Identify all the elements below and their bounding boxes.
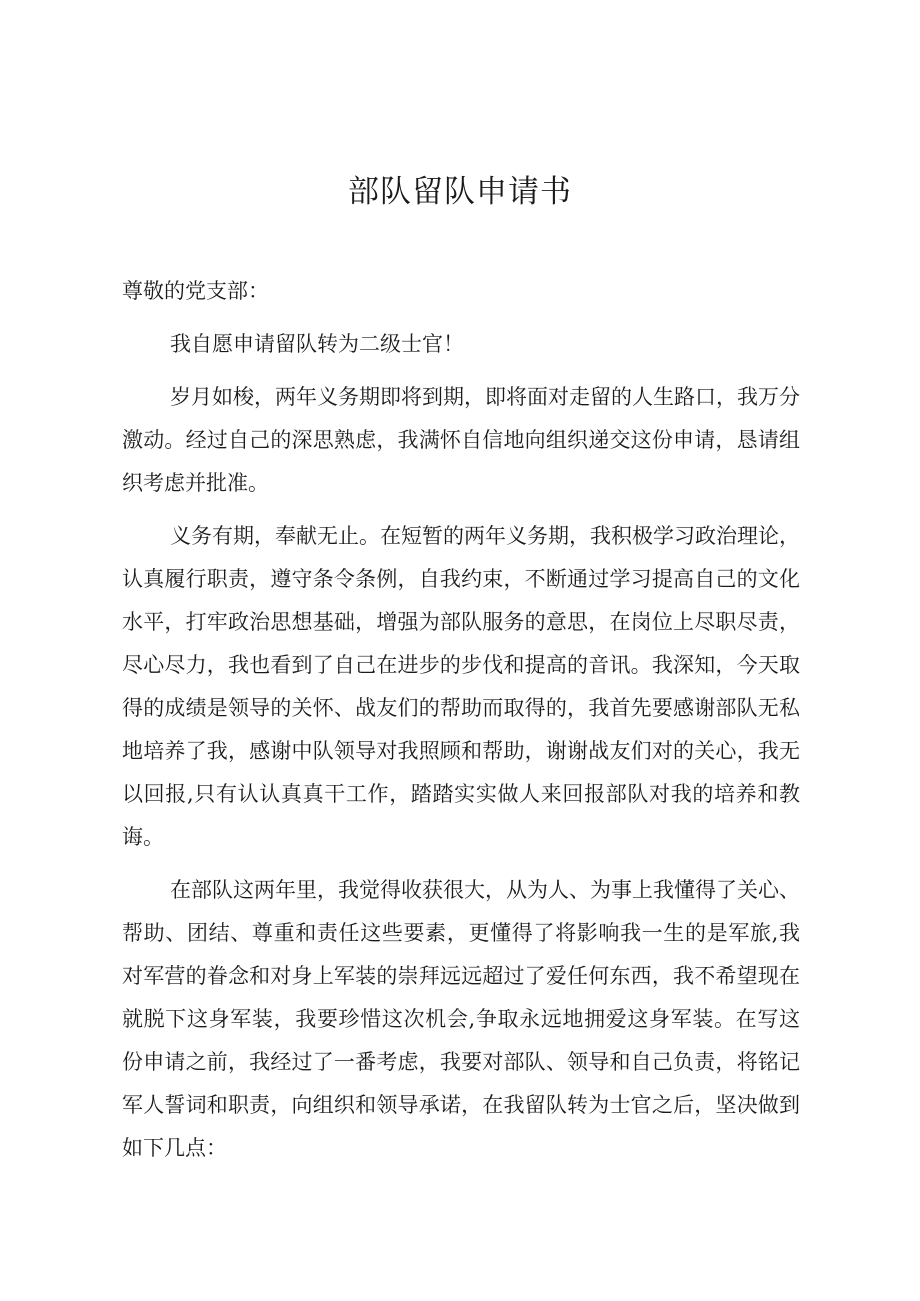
- document-title: 部队留队申请书: [348, 174, 572, 210]
- salutation: 尊敬的党支部：: [122, 279, 269, 303]
- paragraph-service: 义务有期，奉献无止。在短暂的两年义务期，我积极学习政治理论，认真履行职责，遵守条令条例，自我约束，不断通过学习提高自己的文化水平，打牢政治思想基础，增强为部队服务的意思，在岗位上尽职尽责，尽心尽力，我也看到了自己在进步的步伐和提高的音讯。我深知，今天取得的成绩是领导的关怀、战友们的帮助而取得的，我首先要感谢部队无私地培养了我，感谢中队领导对我照顾和帮助，谢谢战友们对的关心，我无以回报,只有认认真真干工作，踏踏实实做人来回报部队对我的培养和教诲。: [122, 524, 800, 849]
- paragraph-intro: 岁月如梭，两年义务期即将到期，即将面对走留的人生路口，我万分激动。经过自己的深思熟虑，我满怀自信地向组织递交这份申请，恳请组织考虑并批准。: [122, 385, 800, 495]
- paragraph-declaration: 我自愿申请留队转为二级士官！: [170, 332, 464, 356]
- document-body: [122, 270, 800, 1170]
- paragraph-commitment: 在部队这两年里，我觉得收获很大，从为人、为事上我懂得了关心、帮助、团结、尊重和责任这些要素，更懂得了将影响我一生的是军旅,我对军营的眷念和对身上军装的崇拜远远超过了爱任何东西，我不希望现在就脱下这身军装，我要珍惜这次机会,争取永远地拥爱这身军装。在写这份申请之前，我经过了一番考虑，我要对部队、领导和自己负责，将铭记军人誓词和职责，向组织和领导承诺，在我留队转为士官之后，坚决做到如下几点：: [122, 878, 800, 1160]
